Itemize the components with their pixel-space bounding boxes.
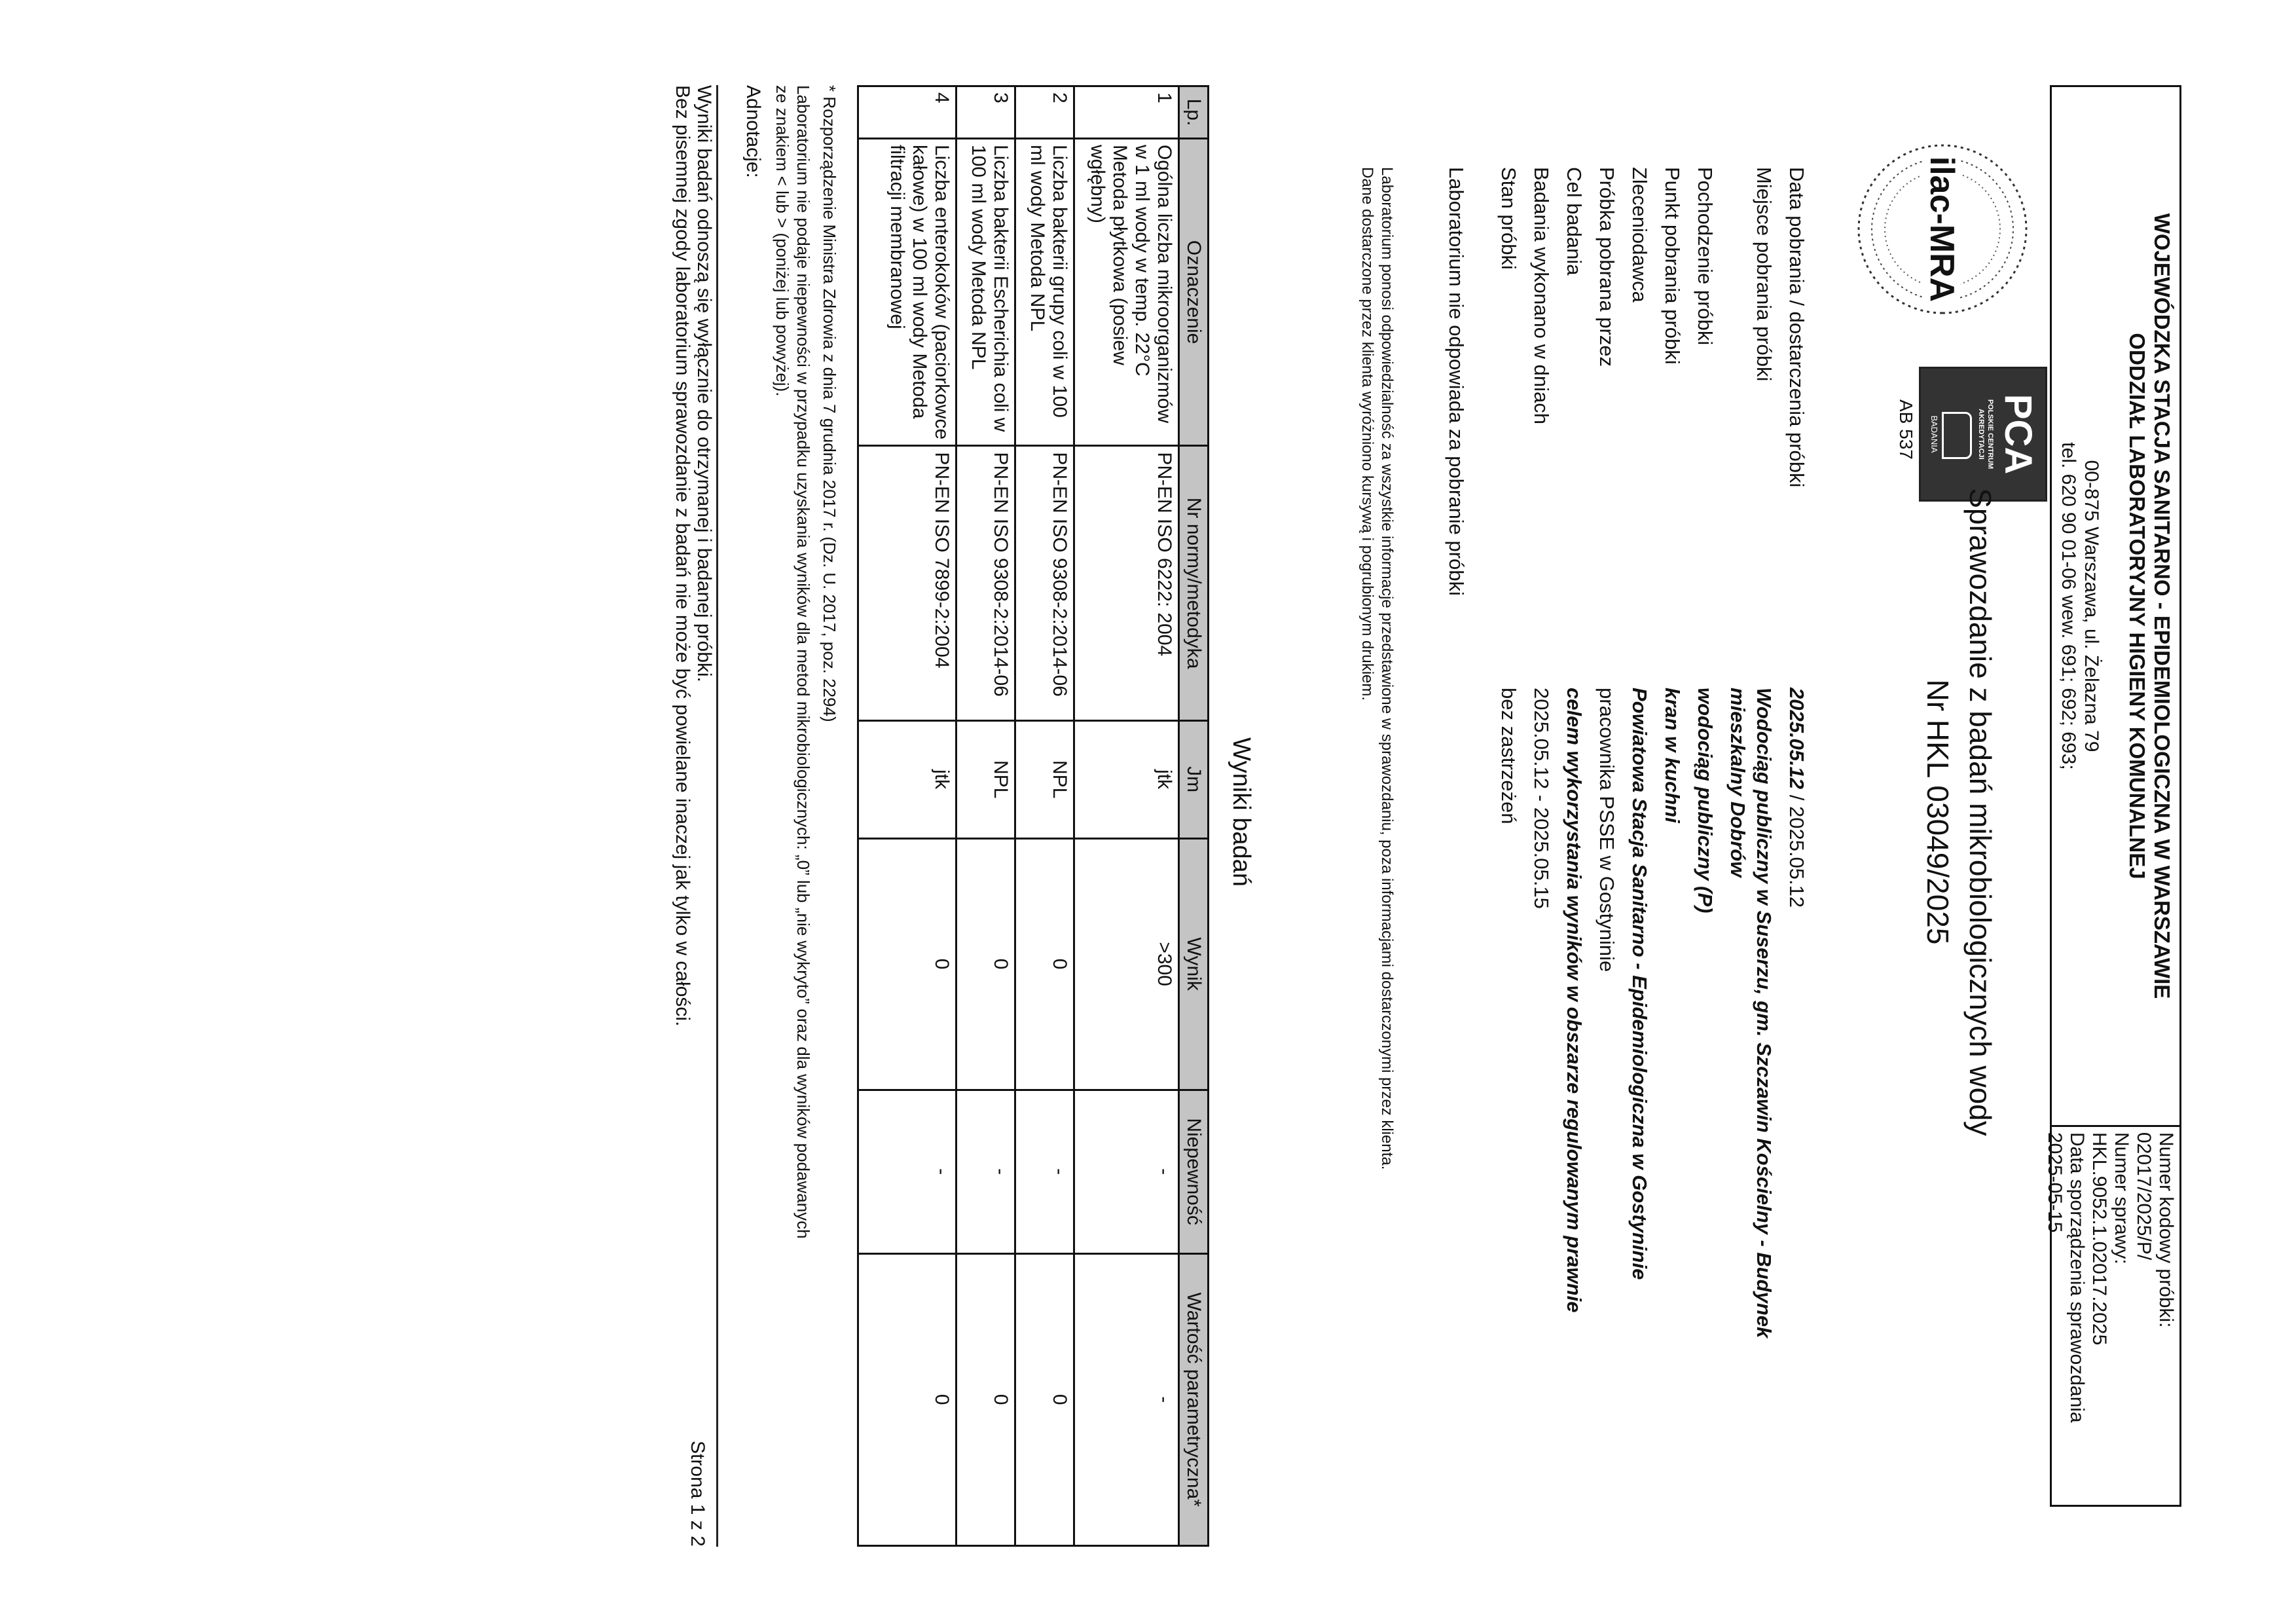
sample-code-label: Numer kodowy próbki: bbox=[2155, 1132, 2177, 1328]
client-label: Zleceniodawca bbox=[1628, 167, 1651, 303]
cell-wynik: 0 bbox=[858, 838, 957, 1090]
lab-phone: tel. 620 90 01-06 wew. 691; 692; 693; bbox=[2058, 442, 2079, 770]
pca-logo-sub2: AKREDYTACJI bbox=[1977, 409, 1985, 460]
cell-wartosc: 0 bbox=[957, 1253, 1015, 1545]
sample-info bbox=[2044, 1128, 2179, 1502]
sampling-date-bold: 2025.05.12 bbox=[1785, 688, 1808, 790]
origin-label: Pochodzenie próbki bbox=[1694, 167, 1717, 346]
cell-wynik: >300 bbox=[1074, 838, 1179, 1090]
test-days-value: 2025.05.12 - 2025.05.15 bbox=[1530, 688, 1553, 909]
cell-jm: jtk bbox=[1074, 720, 1179, 838]
report-date-label: Data sporządzenia sprawozdania bbox=[2066, 1132, 2088, 1423]
cell-niepewnosc: - bbox=[1015, 1090, 1074, 1253]
results-table bbox=[857, 85, 1209, 1547]
sample-state-value: bez zastrzeżeń bbox=[1497, 688, 1520, 824]
sampling-place-label: Miejsce pobrania próbki bbox=[1753, 167, 1776, 382]
table-row bbox=[1074, 86, 1179, 1546]
header-wartosc: Wartość parametryczna* bbox=[1179, 1253, 1209, 1545]
cell-oznaczenie: Liczba enterokoków (paciorkowce kałowe) w 100 ml wody Metoda filtracji membranowej bbox=[858, 138, 957, 445]
cell-wynik: 0 bbox=[957, 838, 1015, 1090]
pca-logo-text: PCA bbox=[1997, 394, 2039, 475]
header-oznaczenie: Oznaczenie bbox=[1179, 138, 1209, 445]
sampling-disclaimer: Laboratorium nie odpowiada za pobranie próbki bbox=[1445, 167, 1468, 596]
cell-niepewnosc: - bbox=[1074, 1090, 1179, 1253]
report-number: Nr HKL 03049/2025 bbox=[1921, 679, 1955, 945]
sampling-date-value bbox=[1785, 688, 1808, 908]
sample-code: 02017/2025/P/ bbox=[2133, 1132, 2155, 1261]
results-title: Wyniki badań bbox=[1228, 737, 1255, 887]
cell-norma: PN-EN ISO 7899-2:2004 bbox=[858, 446, 957, 721]
page-number: Strona 1 z 2 bbox=[687, 1441, 708, 1547]
test-days-label: Badania wykonano w dniach bbox=[1530, 167, 1553, 424]
client-value: Powiatowa Stacja Sanitarno - Epidemiologiczna w Gostyninie bbox=[1628, 688, 1651, 1280]
pca-logo-badania: BADANIA bbox=[1929, 415, 1939, 453]
responsibility-note-1: Laboratorium ponosi odpowiedzialność za wszystkie informacje przedstawione w sprawozdaniu, poza informacjami dostarczonymi przez klienta. bbox=[1378, 167, 1396, 1170]
delivery-date: / 2025.05.12 bbox=[1785, 789, 1808, 908]
cell-lp: 2 bbox=[1015, 86, 1074, 139]
cell-jm: NPL bbox=[1015, 720, 1074, 838]
sampling-point-value: kran w kuchni bbox=[1661, 688, 1684, 823]
cell-lp: 3 bbox=[957, 86, 1015, 139]
svg-text:ilac-MRA: ilac-MRA bbox=[1923, 156, 1961, 303]
sampler-label: Próbka pobrana przez bbox=[1595, 167, 1618, 367]
header-jm: Jm bbox=[1179, 720, 1209, 838]
uncertainty-note-2: ze znakiem < lub > (poniżej lub powyżej). bbox=[773, 85, 792, 397]
footer-line-2: Bez pisemnej zgody laboratorium sprawozdanie z badań nie może być powielane inaczej jak tylko w całości. bbox=[672, 85, 693, 1027]
cell-oznaczenie: Ogólna liczba mikroorganizmów w 1 ml wody w temp. 22°C Metoda płytkowa (posiew wgłębny) bbox=[1074, 138, 1179, 445]
cell-lp: 1 bbox=[1074, 86, 1179, 139]
report-date: 2025-05-15 bbox=[2044, 1132, 2066, 1233]
header-norma: Nr normy/metodyka bbox=[1179, 446, 1209, 721]
accreditation-number: AB 537 bbox=[1896, 399, 1916, 460]
case-label: Numer sprawy: bbox=[2111, 1132, 2132, 1264]
cell-niepewnosc: - bbox=[858, 1090, 957, 1253]
origin-value: wodociąg publiczny (P) bbox=[1694, 688, 1717, 913]
cell-lp: 4 bbox=[858, 86, 957, 139]
header-wynik: Wynik bbox=[1179, 838, 1209, 1090]
cell-wartosc: 0 bbox=[1015, 1253, 1074, 1545]
header-box bbox=[2044, 85, 2181, 1507]
responsibility-note-2: Dane dostarczone przez klienta wyróżniono kursywą i pogrubionym drukiem. bbox=[1358, 167, 1376, 701]
purpose-label: Cel badania bbox=[1563, 167, 1586, 276]
table-row bbox=[858, 86, 957, 1546]
cell-norma: PN-EN ISO 6222: 2004 bbox=[1074, 446, 1179, 721]
case-number: HKL.9052.1.02017.2025 bbox=[2088, 1132, 2110, 1346]
regulation-note: * Rozporządzenie Ministra Zdrowia z dnia 7 grudnia 2017 r. (Dz. U. 2017, poz. 2294) bbox=[820, 85, 839, 722]
pca-logo-sub1: POLSKIE CENTRUM bbox=[1986, 399, 1994, 470]
cell-niepewnosc: - bbox=[957, 1090, 1015, 1253]
cell-wynik: 0 bbox=[1015, 838, 1074, 1090]
org-name: WOJEWÓDZKA STACJA SANITARNO - EPIDEMIOLOGICZNA W WARSZAWIE bbox=[2150, 213, 2174, 999]
lab-info bbox=[2052, 87, 2179, 1127]
sampling-point-label: Punkt pobrania próbki bbox=[1661, 167, 1684, 365]
cell-oznaczenie: Liczba bakterii grupy coli w 100 ml wody Metoda NPL bbox=[1015, 138, 1074, 445]
footer-line-1: Wyniki badań odnoszą się wyłącznie do otrzymanej i badanej próbki. bbox=[693, 85, 715, 682]
purpose-value: celem wykorzystania wyników w obszarze regulowanym prawnie bbox=[1563, 688, 1586, 1313]
header-lp: Lp. bbox=[1179, 86, 1209, 139]
uncertainty-note-1: Laboratorium nie podaje niepewności w przypadku uzyskania wyników dla metod mikrobiologicznych: „0” lub „nie wykryto” oraz dla wyników podawanych bbox=[793, 85, 813, 1239]
org-department: ODDZIAŁ LABORATORYJNY HIGIENY KOMUNALNEJ bbox=[2125, 333, 2149, 879]
footer-divider bbox=[716, 85, 718, 1547]
sampling-place-value-1: Wodociąg publiczny w Suserzu, gm. Szczawin Kościelny - Budynek bbox=[1753, 688, 1776, 1338]
sampling-date-label: Data pobrania / dostarczenia próbki bbox=[1785, 167, 1808, 488]
table-row bbox=[957, 86, 1015, 1546]
sampler-value: pracownika PSSE w Gostyninie bbox=[1595, 688, 1618, 972]
cell-wartosc: 0 bbox=[858, 1253, 957, 1545]
cell-oznaczenie: Liczba bakterii Escherichia coli w 100 ml wody Metoda NPL bbox=[957, 138, 1015, 445]
table-header-row bbox=[1179, 86, 1209, 1546]
cell-norma: PN-EN ISO 9308-2:2014-06 bbox=[957, 446, 1015, 721]
header-niepewnosc: Niepewność bbox=[1179, 1090, 1209, 1253]
cell-norma: PN-EN ISO 9308-2:2014-06 bbox=[1015, 446, 1074, 721]
lab-address: 00-875 Warszawa, ul. Żelazna 79 bbox=[2081, 460, 2102, 752]
cell-wartosc: - bbox=[1074, 1253, 1179, 1545]
table-row bbox=[1015, 86, 1074, 1546]
cell-jm: jtk bbox=[858, 720, 957, 838]
cell-jm: NPL bbox=[957, 720, 1015, 838]
annotations-label: Adnotacje: bbox=[742, 85, 764, 178]
report-title: Sprawozdanie z badań mikrobiologicznych wody bbox=[1963, 488, 1997, 1136]
sample-state-label: Stan próbki bbox=[1497, 167, 1520, 270]
sampling-place-value-2: mieszkalny Dobrów bbox=[1726, 688, 1749, 877]
